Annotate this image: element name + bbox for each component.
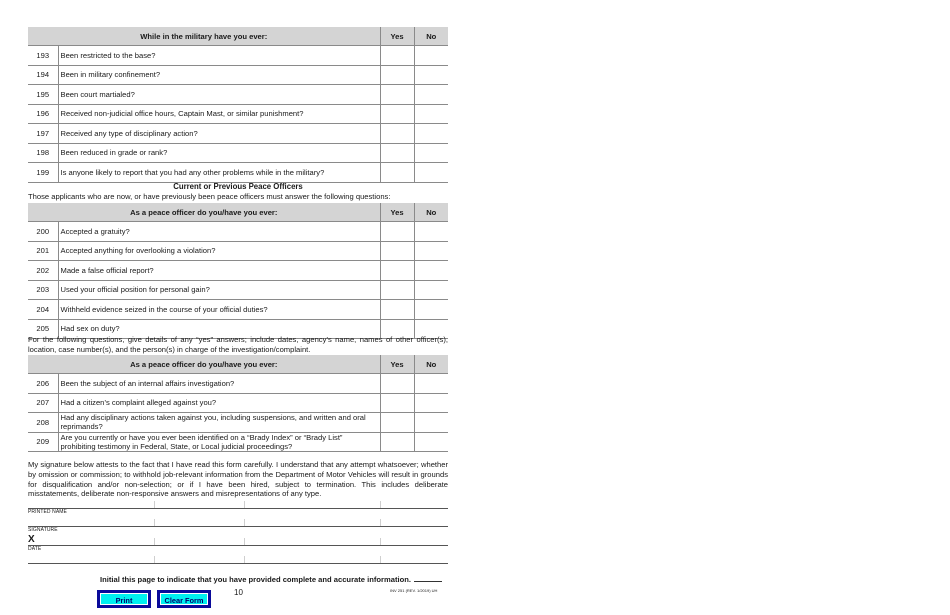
no-answer-box[interactable]	[414, 104, 448, 124]
signature-x-mark: X	[28, 534, 35, 545]
question-number: 206	[28, 374, 58, 394]
question-text: Received any type of disciplinary action?	[58, 124, 380, 144]
question-number: 197	[28, 124, 58, 144]
question-number: 209	[28, 432, 58, 452]
table-row	[28, 413, 448, 433]
no-answer-box[interactable]	[414, 222, 448, 242]
question-number: 195	[28, 85, 58, 105]
yes-answer-box[interactable]	[380, 374, 414, 394]
yes-column-header: Yes	[380, 355, 414, 374]
no-answer-box[interactable]	[414, 241, 448, 261]
printed-name-line[interactable]	[28, 508, 448, 509]
initial-instruction	[100, 575, 442, 584]
date-label: DATE	[28, 546, 42, 552]
table-heading: As a peace officer do you/have you ever:	[28, 355, 380, 374]
no-answer-box[interactable]	[414, 393, 448, 413]
yes-answer-box[interactable]	[380, 413, 414, 433]
question-text: Been in military confinement?	[58, 65, 380, 85]
question-text: Been court martialed?	[58, 85, 380, 105]
no-answer-box[interactable]	[414, 261, 448, 281]
peace-officer-questions-table	[28, 203, 448, 339]
no-answer-box[interactable]	[414, 280, 448, 300]
no-column-header: No	[414, 355, 448, 374]
yes-answer-box[interactable]	[380, 85, 414, 105]
signature-label: SIGNATURE	[28, 527, 58, 533]
form-code: INV 251 (REV. 1/2019) UH	[390, 588, 438, 593]
question-number: 208	[28, 413, 58, 433]
yes-answer-box[interactable]	[380, 393, 414, 413]
question-text: Had sex on duty?	[58, 319, 380, 339]
printed-name-label: PRINTED NAME	[28, 509, 67, 515]
question-text: Withheld evidence seized in the course of your official duties?	[58, 300, 380, 320]
yes-answer-box[interactable]	[380, 222, 414, 242]
no-answer-box[interactable]	[414, 163, 448, 183]
question-text: Are you currently or have you ever been identified on a “Brady Index” or “Brady List” prohibiting testimony in Federal, State, or Local judicial proceedings?	[58, 432, 380, 452]
yes-answer-box[interactable]	[380, 241, 414, 261]
no-answer-box[interactable]	[414, 374, 448, 394]
yes-answer-box[interactable]	[380, 280, 414, 300]
question-text: Had any disciplinary actions taken against you, including suspensions, and written and oral reprimands?	[58, 413, 380, 433]
yes-column-header: Yes	[380, 27, 414, 46]
initial-instruction-text: Initial this page to indicate that you have provided complete and accurate information.	[100, 575, 411, 584]
table-header	[28, 203, 448, 222]
question-text: Received non-judicial office hours, Captain Mast, or similar punishment?	[58, 104, 380, 124]
question-text: Made a false official report?	[58, 261, 380, 281]
table-row	[28, 143, 448, 163]
question-number: 198	[28, 143, 58, 163]
question-text: Accepted anything for overlooking a violation?	[58, 241, 380, 261]
details-instruction: For the following questions, give details of any “yes” answers; include dates, agency’s name, names of other officer(s), location, case number(s), and the person(s) in charge of the investigation/complaint.	[28, 335, 448, 354]
no-column-header: No	[414, 27, 448, 46]
no-answer-box[interactable]	[414, 46, 448, 66]
question-text: Accepted a gratuity?	[58, 222, 380, 242]
page-number: 10	[234, 588, 243, 597]
question-number: 199	[28, 163, 58, 183]
table-row	[28, 280, 448, 300]
table-header	[28, 27, 448, 46]
yes-answer-box[interactable]	[380, 432, 414, 452]
table-row	[28, 65, 448, 85]
date-line[interactable]	[28, 545, 448, 546]
table-row	[28, 393, 448, 413]
date-field-line[interactable]	[28, 563, 448, 564]
yes-answer-box[interactable]	[380, 124, 414, 144]
signature-line[interactable]	[28, 526, 448, 527]
table-header	[28, 355, 448, 374]
military-questions-table	[28, 27, 448, 183]
table-row	[28, 374, 448, 394]
question-text: Been reduced in grade or rank?	[58, 143, 380, 163]
question-number: 196	[28, 104, 58, 124]
table-row	[28, 124, 448, 144]
question-text: Been restricted to the base?	[58, 46, 380, 66]
table-row	[28, 46, 448, 66]
table-row	[28, 300, 448, 320]
print-button[interactable]: Print	[98, 591, 150, 607]
yes-column-header: Yes	[380, 203, 414, 222]
yes-answer-box[interactable]	[380, 261, 414, 281]
yes-answer-box[interactable]	[380, 163, 414, 183]
peace-officers-title: Current or Previous Peace Officers	[173, 182, 303, 191]
question-number: 204	[28, 300, 58, 320]
yes-answer-box[interactable]	[380, 65, 414, 85]
question-number: 194	[28, 65, 58, 85]
no-answer-box[interactable]	[414, 432, 448, 452]
no-column-header: No	[414, 203, 448, 222]
no-answer-box[interactable]	[414, 85, 448, 105]
question-text: Had a citizen’s complaint alleged against you?	[58, 393, 380, 413]
question-text: Been the subject of an internal affairs investigation?	[58, 374, 380, 394]
yes-answer-box[interactable]	[380, 46, 414, 66]
table-row	[28, 432, 448, 452]
no-answer-box[interactable]	[414, 300, 448, 320]
question-number: 200	[28, 222, 58, 242]
attestation-text: My signature below attests to the fact that I have read this form carefully. I understand that any attempt whatsoever; whether by omission or commission; to withhold job-relevant information from the Department of Motor Vehicles will result in grounds for disqualification and/or non-selection; or if I have been hired, subject to termination. This includes deliberate misstatements, deliberate non-responsive answers and misrepresentations of any type.	[28, 460, 448, 499]
no-answer-box[interactable]	[414, 124, 448, 144]
no-answer-box[interactable]	[414, 65, 448, 85]
table-row	[28, 241, 448, 261]
initial-field[interactable]	[414, 575, 442, 582]
no-answer-box[interactable]	[414, 413, 448, 433]
yes-answer-box[interactable]	[380, 300, 414, 320]
question-text: Used your official position for personal gain?	[58, 280, 380, 300]
yes-answer-box[interactable]	[380, 104, 414, 124]
question-number: 202	[28, 261, 58, 281]
question-text: Is anyone likely to report that you had any other problems while in the military?	[58, 163, 380, 183]
yes-answer-box[interactable]	[380, 143, 414, 163]
question-number: 201	[28, 241, 58, 261]
table-row	[28, 222, 448, 242]
table-row	[28, 163, 448, 183]
table-heading: While in the military have you ever:	[28, 27, 380, 46]
table-row	[28, 85, 448, 105]
question-number: 193	[28, 46, 58, 66]
question-number: 207	[28, 393, 58, 413]
peace-officer-details-table	[28, 355, 448, 452]
question-number: 203	[28, 280, 58, 300]
table-row	[28, 104, 448, 124]
peace-officers-instruction: Those applicants who are now, or have previously been peace officers must answer the following questions:	[28, 192, 391, 201]
no-answer-box[interactable]	[414, 143, 448, 163]
table-row	[28, 261, 448, 281]
question-number: 205	[28, 319, 58, 339]
clear-form-button[interactable]: Clear Form	[158, 591, 210, 607]
table-heading: As a peace officer do you/have you ever:	[28, 203, 380, 222]
